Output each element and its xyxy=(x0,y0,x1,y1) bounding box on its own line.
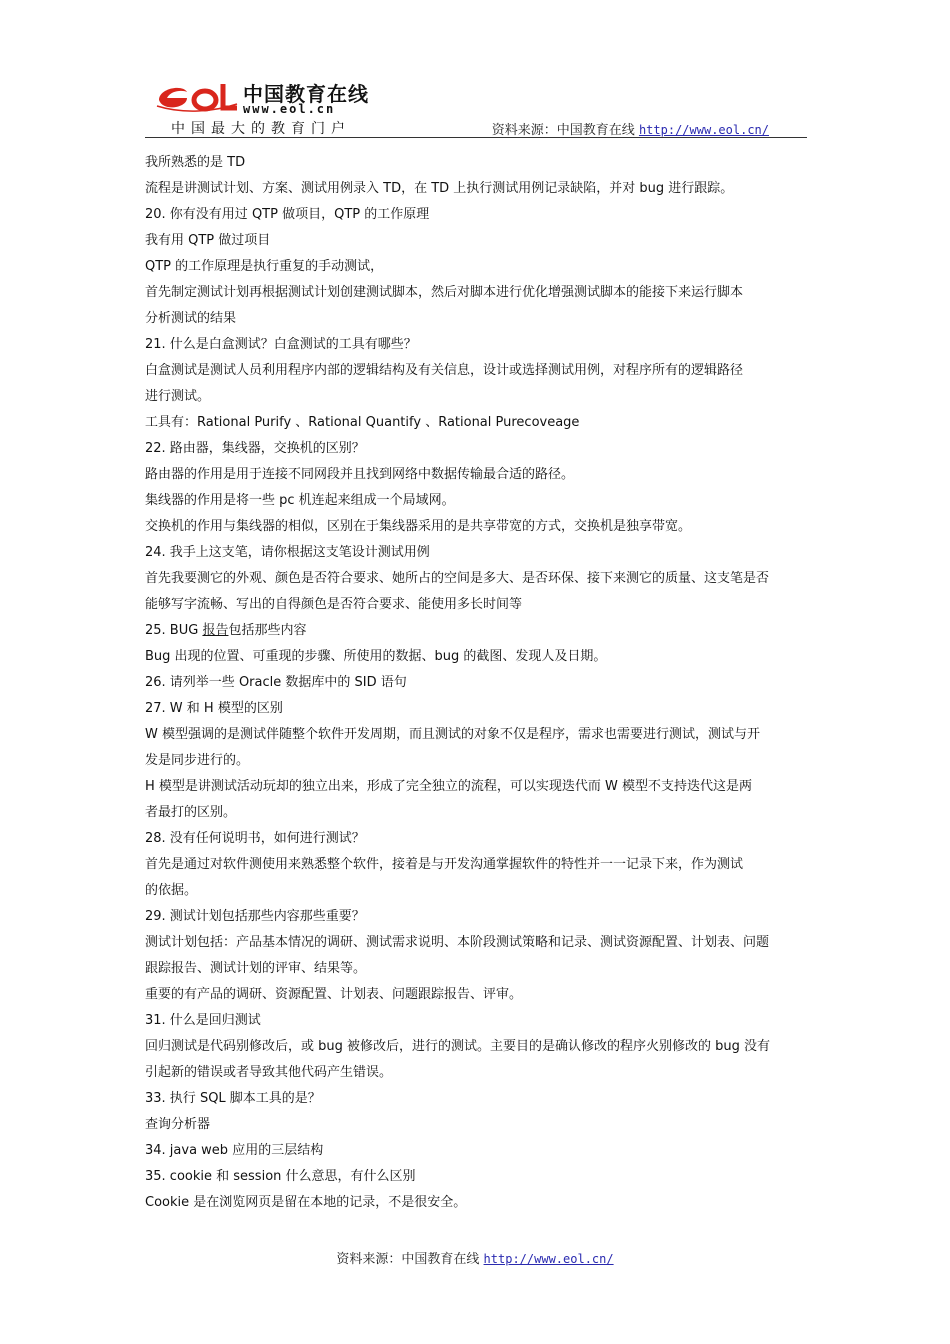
question-heading: 22. 路由器，集线器，交换机的区别？ xyxy=(145,441,365,456)
heading-suffix: 包括那些内容 xyxy=(228,623,307,638)
footer-source-label: 资料来源：中国教育在线 xyxy=(336,1252,480,1267)
report-link[interactable]: 报告 xyxy=(202,623,229,638)
document-body xyxy=(145,150,807,1216)
heading-prefix: 25. BUG xyxy=(145,623,203,638)
header-source-label: 资料来源：中国教育在线 xyxy=(491,123,635,138)
eol-logo-mark xyxy=(153,78,239,114)
question-heading: 26. 请列举一些 Oracle 数据库中的 SID 语句 xyxy=(145,675,407,690)
header-divider xyxy=(145,137,807,138)
body-line: H 模型是讲测试活动玩却的独立出来，形成了完全独立的流程，可以实现迭代而 W 模型不支持迭代这是两 xyxy=(145,779,753,794)
logo-chinese-name: 中国教育在线 xyxy=(243,82,369,106)
body-line: 首先是通过对软件测使用来熟悉整个软件，接着是与开发沟通掌握软件的特性并一一记录下来，作为测试 xyxy=(145,857,744,872)
header-source xyxy=(492,119,769,138)
body-line: 查询分析器 xyxy=(145,1117,211,1132)
body-line: W 模型强调的是测试伴随整个软件开发周期，而且测试的对象不仅是程序，需求也需要进行测试，测试与开 xyxy=(145,727,760,742)
body-line: 白盒测试是测试人员利用程序内部的逻辑结构及有关信息，设计或选择测试用例，对程序所有的逻辑路径 xyxy=(145,363,744,378)
body-line: 首先制定测试计划再根据测试计划创建测试脚本，然后对脚本进行优化增强测试脚本的能接下来运行脚本 xyxy=(145,285,744,300)
body-line: Cookie 是在浏览网页是留在本地的记录，不是很安全。 xyxy=(145,1195,467,1210)
body-line: 流程是讲测试计划、方案、测试用例录入 TD，在 TD 上执行测试用例记录缺陷，并对 bug 进行跟踪。 xyxy=(145,181,734,196)
header-source-link[interactable]: http://www.eol.cn/ xyxy=(638,123,769,137)
body-line: 我所熟悉的是 TD xyxy=(145,155,246,170)
footer-source-link[interactable]: http://www.eol.cn/ xyxy=(483,1252,614,1266)
body-line: 发是同步进行的。 xyxy=(145,753,250,768)
body-line: 进行测试。 xyxy=(145,389,211,404)
body-line: 能够写字流畅、写出的自得颜色是否符合要求、能使用多长时间等 xyxy=(145,597,523,612)
body-line: 我有用 QTP 做过项目 xyxy=(145,233,271,248)
question-heading: 20. 你有没有用过 QTP 做项目，QTP 的工作原理 xyxy=(145,207,430,222)
body-line: 重要的有产品的调研、资源配置、计划表、问题跟踪报告、评审。 xyxy=(145,987,523,1002)
body-line: 引起新的错误或者导致其他代码产生错误。 xyxy=(145,1065,393,1080)
logo-slogan: 中国最大的教育门户 xyxy=(171,121,351,137)
question-heading xyxy=(145,618,807,644)
question-heading: 33. 执行 SQL 脚本工具的是？ xyxy=(145,1091,321,1106)
eol-logo[interactable] xyxy=(153,72,453,136)
question-heading: 31. 什么是回归测试 xyxy=(145,1013,261,1028)
body-line: 测试计划包括：产品基本情况的调研、测试需求说明、本阶段测试策略和记录、测试资源配置、计划表、问题 xyxy=(145,935,770,950)
body-line: 的依据。 xyxy=(145,883,198,898)
body-line: 首先我要测它的外观、颜色是否符合要求、她所占的空间是多大、是否环保、接下来测它的质量、这支笔是否 xyxy=(145,571,770,586)
body-line: 回归测试是代码别修改后，或 bug 被修改后，进行的测试。主要目的是确认修改的程序火别修改的 bug 没有 xyxy=(145,1039,771,1054)
body-line: QTP 的工作原理是执行重复的手动测试， xyxy=(145,259,384,274)
page-header xyxy=(145,66,807,138)
body-line: Bug 出现的位置、可重现的步骤、所使用的数据、bug 的截图、发现人及日期。 xyxy=(145,649,607,664)
body-line: 集线器的作用是将一些 pc 机连起来组成一个局域网。 xyxy=(145,493,455,508)
logo-url-text: www.eol.cn xyxy=(243,102,336,116)
body-line: 者最打的区别。 xyxy=(145,805,237,820)
question-heading: 28. 没有任何说明书，如何进行测试？ xyxy=(145,831,365,846)
question-heading: 21. 什么是白盒测试？白盒测试的工具有哪些？ xyxy=(145,337,417,352)
question-heading: 24. 我手上这支笔，请你根据这支笔设计测试用例 xyxy=(145,545,430,560)
body-line: 路由器的作用是用于连接不同网段并且找到网络中数据传输最合适的路径。 xyxy=(145,467,575,482)
body-line: 交换机的作用与集线器的相似，区别在于集线器采用的是共享带宽的方式，交换机是独享带宽。 xyxy=(145,519,692,534)
body-line: 跟踪报告、测试计划的评审、结果等。 xyxy=(145,961,367,976)
body-line: 工具有：Rational Purify 、Rational Quantify 、Rational Purecoveage xyxy=(145,415,580,430)
question-heading: 27. W 和 H 模型的区别 xyxy=(145,701,283,716)
question-heading: 29. 测试计划包括那些内容那些重要？ xyxy=(145,909,365,924)
body-line: 分析测试的结果 xyxy=(145,311,237,326)
question-heading: 34. java web 应用的三层结构 xyxy=(145,1143,324,1158)
question-heading: 35. cookie 和 session 什么意思，有什么区别 xyxy=(145,1169,416,1184)
page-footer xyxy=(0,1248,950,1267)
